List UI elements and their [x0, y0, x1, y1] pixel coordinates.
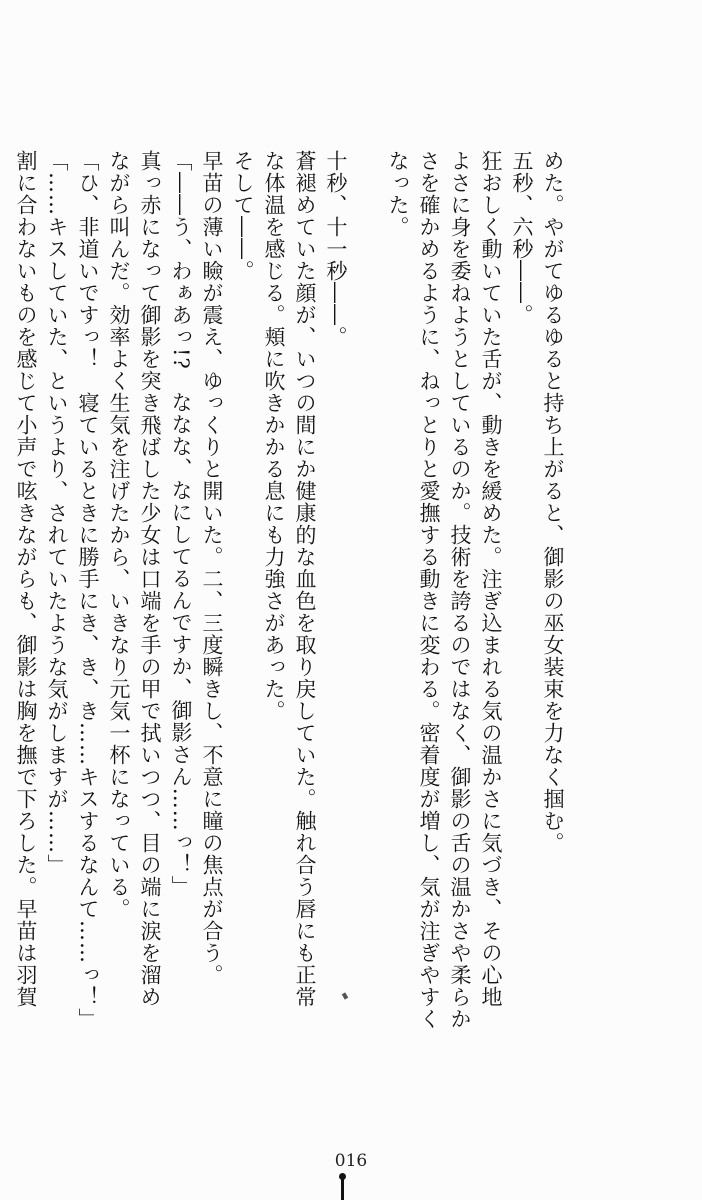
text-line: 「……キスしていた、というより、されていたような気がしますが……」 [45, 150, 69, 876]
text-line: めた。やがてゆるゆると持ち上がると、御影の巫女装束を力なく掴む。 [541, 150, 565, 854]
text-line: 「ひ、非道いですっ！ 寝ているときに勝手にき、き、き……キスするなんて……っ！」 [76, 150, 100, 1030]
text-line: 五秒、六秒――。 [510, 150, 534, 326]
text-line: そして――。 [231, 150, 255, 282]
text-line: な体温を感じる。頬に吹きかかる息にも力強さがあった。 [262, 150, 286, 722]
text-line: 十秒、十一秒――。 [324, 150, 348, 348]
ink-speck [342, 992, 348, 999]
text-line: なった。 [386, 150, 410, 238]
text-line: 早苗の薄い瞼が震え、ゆっくりと開いた。二、三度瞬きし、不意に瞳の焦点が合う。 [200, 150, 224, 986]
binding-rule [341, 1179, 344, 1200]
text-line: 蒼褪めていた顔が、いつの間にか健康的な血色を取り戻していた。触れ合う唇にも正常 [293, 150, 317, 1008]
text-line: 「――う、わぁあっ!? ななな、なにしてるんですか、御影さん……っ！」 [169, 150, 193, 898]
text-line: ながら叫んだ。効率よく生気を注げたから、いきなり元気一杯になっている。 [107, 150, 131, 920]
text-line: さを確かめるように、ねっとりと愛撫する動きに変わる。密着度が増し、気が注ぎやすく [417, 150, 441, 1030]
vertical-text-body [14, 150, 568, 1030]
text-line: よさに身を委ねようとしているのか。技術を誇るのではなく、御影の舌の温かさや柔らか [448, 150, 472, 1030]
text-line: 真っ赤になって御影を突き飛ばした少女は口端を手の甲で拭いつつ、目の端に涙を溜め [138, 150, 162, 1008]
text-line: 割に合わないものを感じて小声で呟きながらも、御影は胸を撫で下ろした。早苗は羽賀 [14, 150, 38, 1008]
blank-line [351, 150, 382, 990]
text-line: 狂おしく動いていた舌が、動きを緩めた。注ぎ込まれる気の温かさに気づき、その心地 [479, 150, 503, 1008]
page-number: 016 [334, 1151, 368, 1171]
